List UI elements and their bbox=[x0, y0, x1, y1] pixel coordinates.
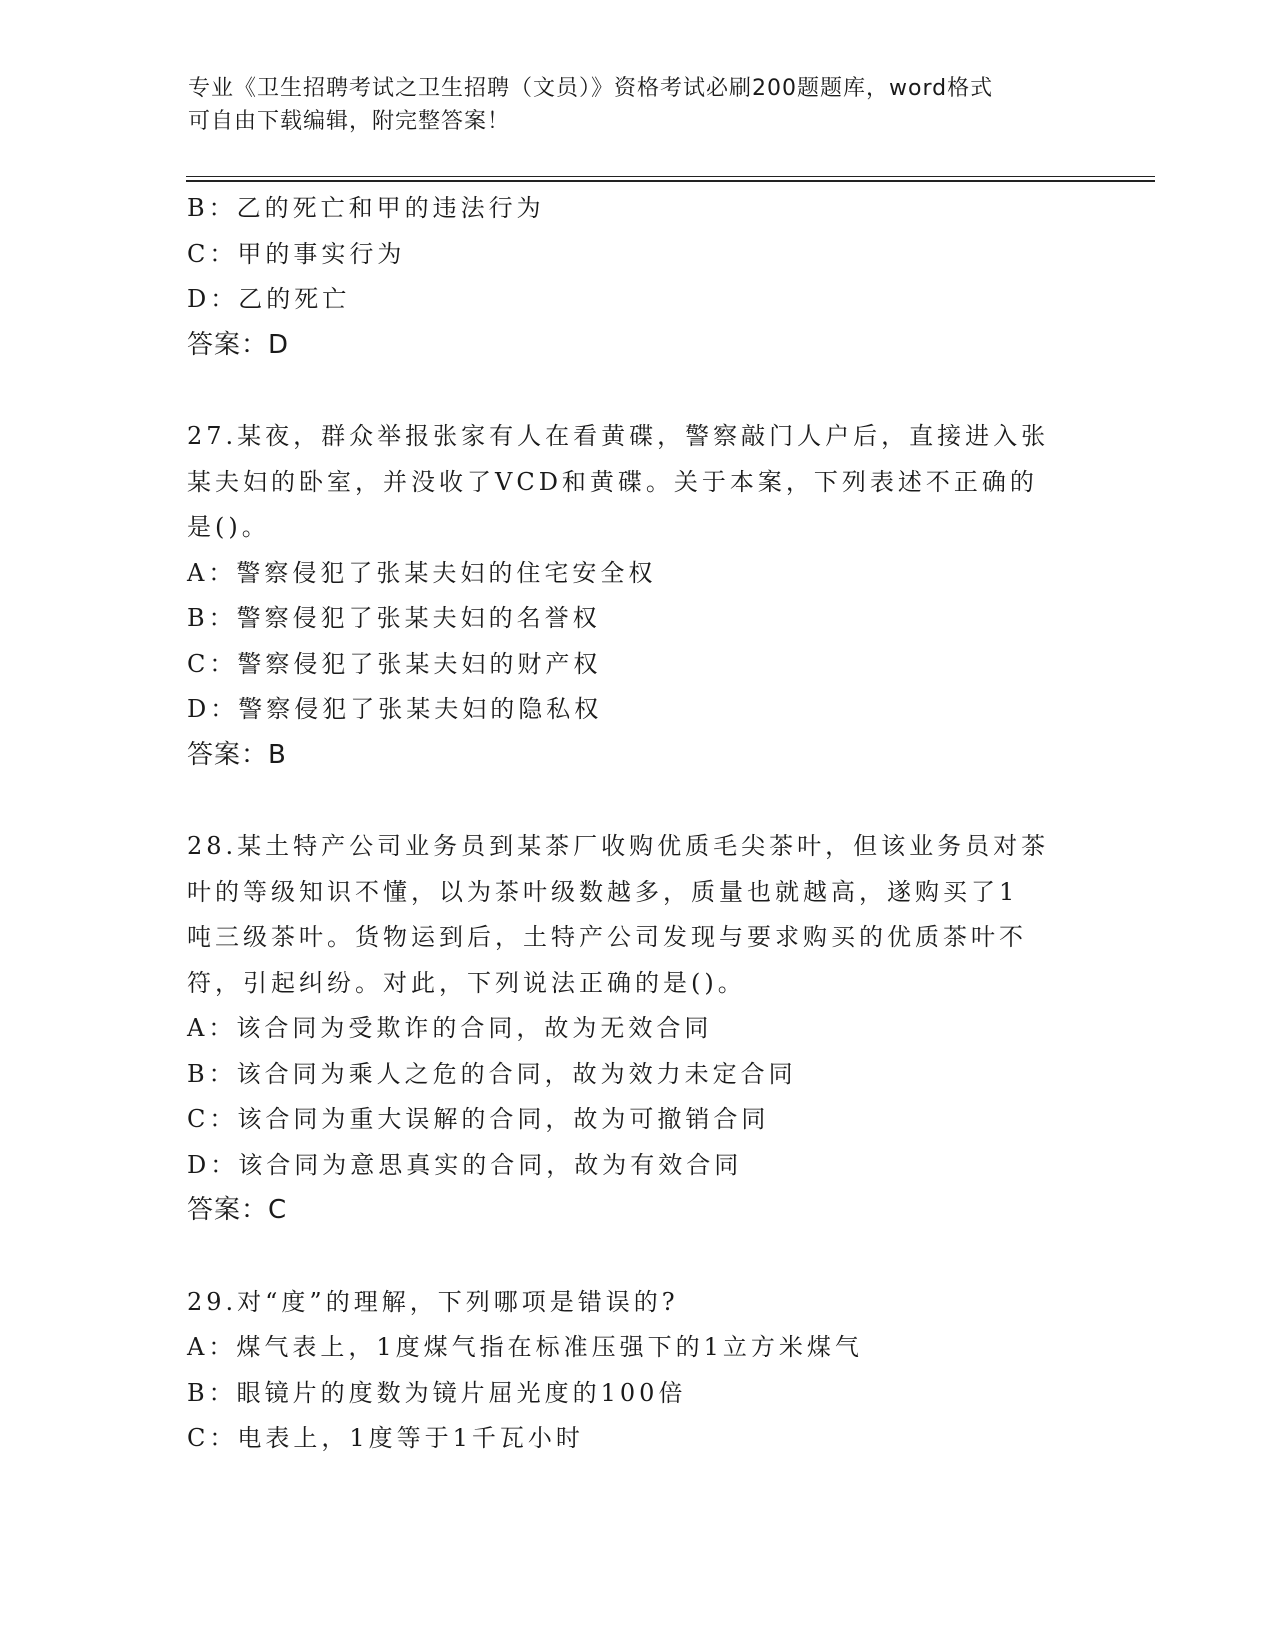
option-b: B：警察侵犯了张某夫妇的名誉权 bbox=[187, 604, 601, 632]
question-text-line: 符，引起纠纷。对此，下列说法正确的是()。 bbox=[187, 968, 746, 997]
option-b: B：该合同为乘人之危的合同，故为效力未定合同 bbox=[187, 1059, 797, 1088]
header-line-2: 可自由下载编辑，附完整答案！ bbox=[188, 109, 511, 134]
question-text-line: 28.某土特产公司业务员到某茶厂收购优质毛尖茶叶，但该业务员对茶 bbox=[187, 832, 1050, 860]
question-28 bbox=[187, 824, 1087, 1234]
spacer bbox=[187, 1234, 1087, 1280]
question-content bbox=[187, 186, 1087, 1462]
answer-line: 答案：C bbox=[187, 1195, 288, 1225]
header-divider bbox=[186, 176, 1155, 182]
question-27 bbox=[187, 414, 1087, 778]
question-text-line: 27.某夜，群众举报张家有人在看黄碟，警察敲门人户后，直接进入张 bbox=[187, 422, 1050, 450]
answer-line: 答案：D bbox=[187, 329, 290, 360]
option-c: C：电表上，1度等于1千瓦小时 bbox=[187, 1424, 584, 1452]
option-b: B：眼镜片的度数为镜片屈光度的100倍 bbox=[187, 1378, 687, 1407]
option-c: C：该合同为重大误解的合同，故为可撤销合同 bbox=[187, 1105, 770, 1133]
option-a: A：警察侵犯了张某夫妇的住宅安全权 bbox=[187, 558, 657, 587]
option-d: D：该合同为意思真实的合同，故为有效合同 bbox=[187, 1150, 743, 1179]
question-text-line: 叶的等级知识不懂，以为茶叶级数越多，质量也就越高，遂购买了1 bbox=[187, 877, 1019, 906]
question-text-line: 某夫妇的卧室，并没收了VCD和黄碟。关于本案，下列表述不正确的 bbox=[187, 467, 1038, 496]
header-line-1: 专业《卫生招聘考试之卫生招聘（文员）》资格考试必刷200题题库，word格式 bbox=[188, 76, 994, 101]
document-header bbox=[188, 72, 1088, 138]
option-c: C：警察侵犯了张某夫妇的财产权 bbox=[187, 649, 602, 678]
question-text-line: 吨三级茶叶。货物运到后，土特产公司发现与要求购买的优质茶叶不 bbox=[187, 923, 1027, 951]
spacer bbox=[187, 368, 1087, 414]
question-29 bbox=[187, 1280, 1087, 1462]
question-text-line: 是()。 bbox=[187, 513, 270, 541]
option-c: C：甲的事实行为 bbox=[187, 239, 406, 268]
question-text-line: 29.对“度”的理解，下列哪项是错误的? bbox=[187, 1287, 679, 1316]
option-a: A：煤气表上，1度煤气指在标准压强下的1立方米煤气 bbox=[187, 1333, 863, 1361]
option-d: D：警察侵犯了张某夫妇的隐私权 bbox=[187, 695, 603, 723]
option-d: D：乙的死亡 bbox=[187, 285, 351, 313]
option-b: B：乙的死亡和甲的违法行为 bbox=[187, 194, 545, 222]
option-a: A：该合同为受欺诈的合同，故为无效合同 bbox=[187, 1014, 713, 1042]
spacer bbox=[187, 778, 1087, 824]
prev-question-tail bbox=[187, 186, 1087, 368]
answer-line: 答案：B bbox=[187, 739, 287, 770]
